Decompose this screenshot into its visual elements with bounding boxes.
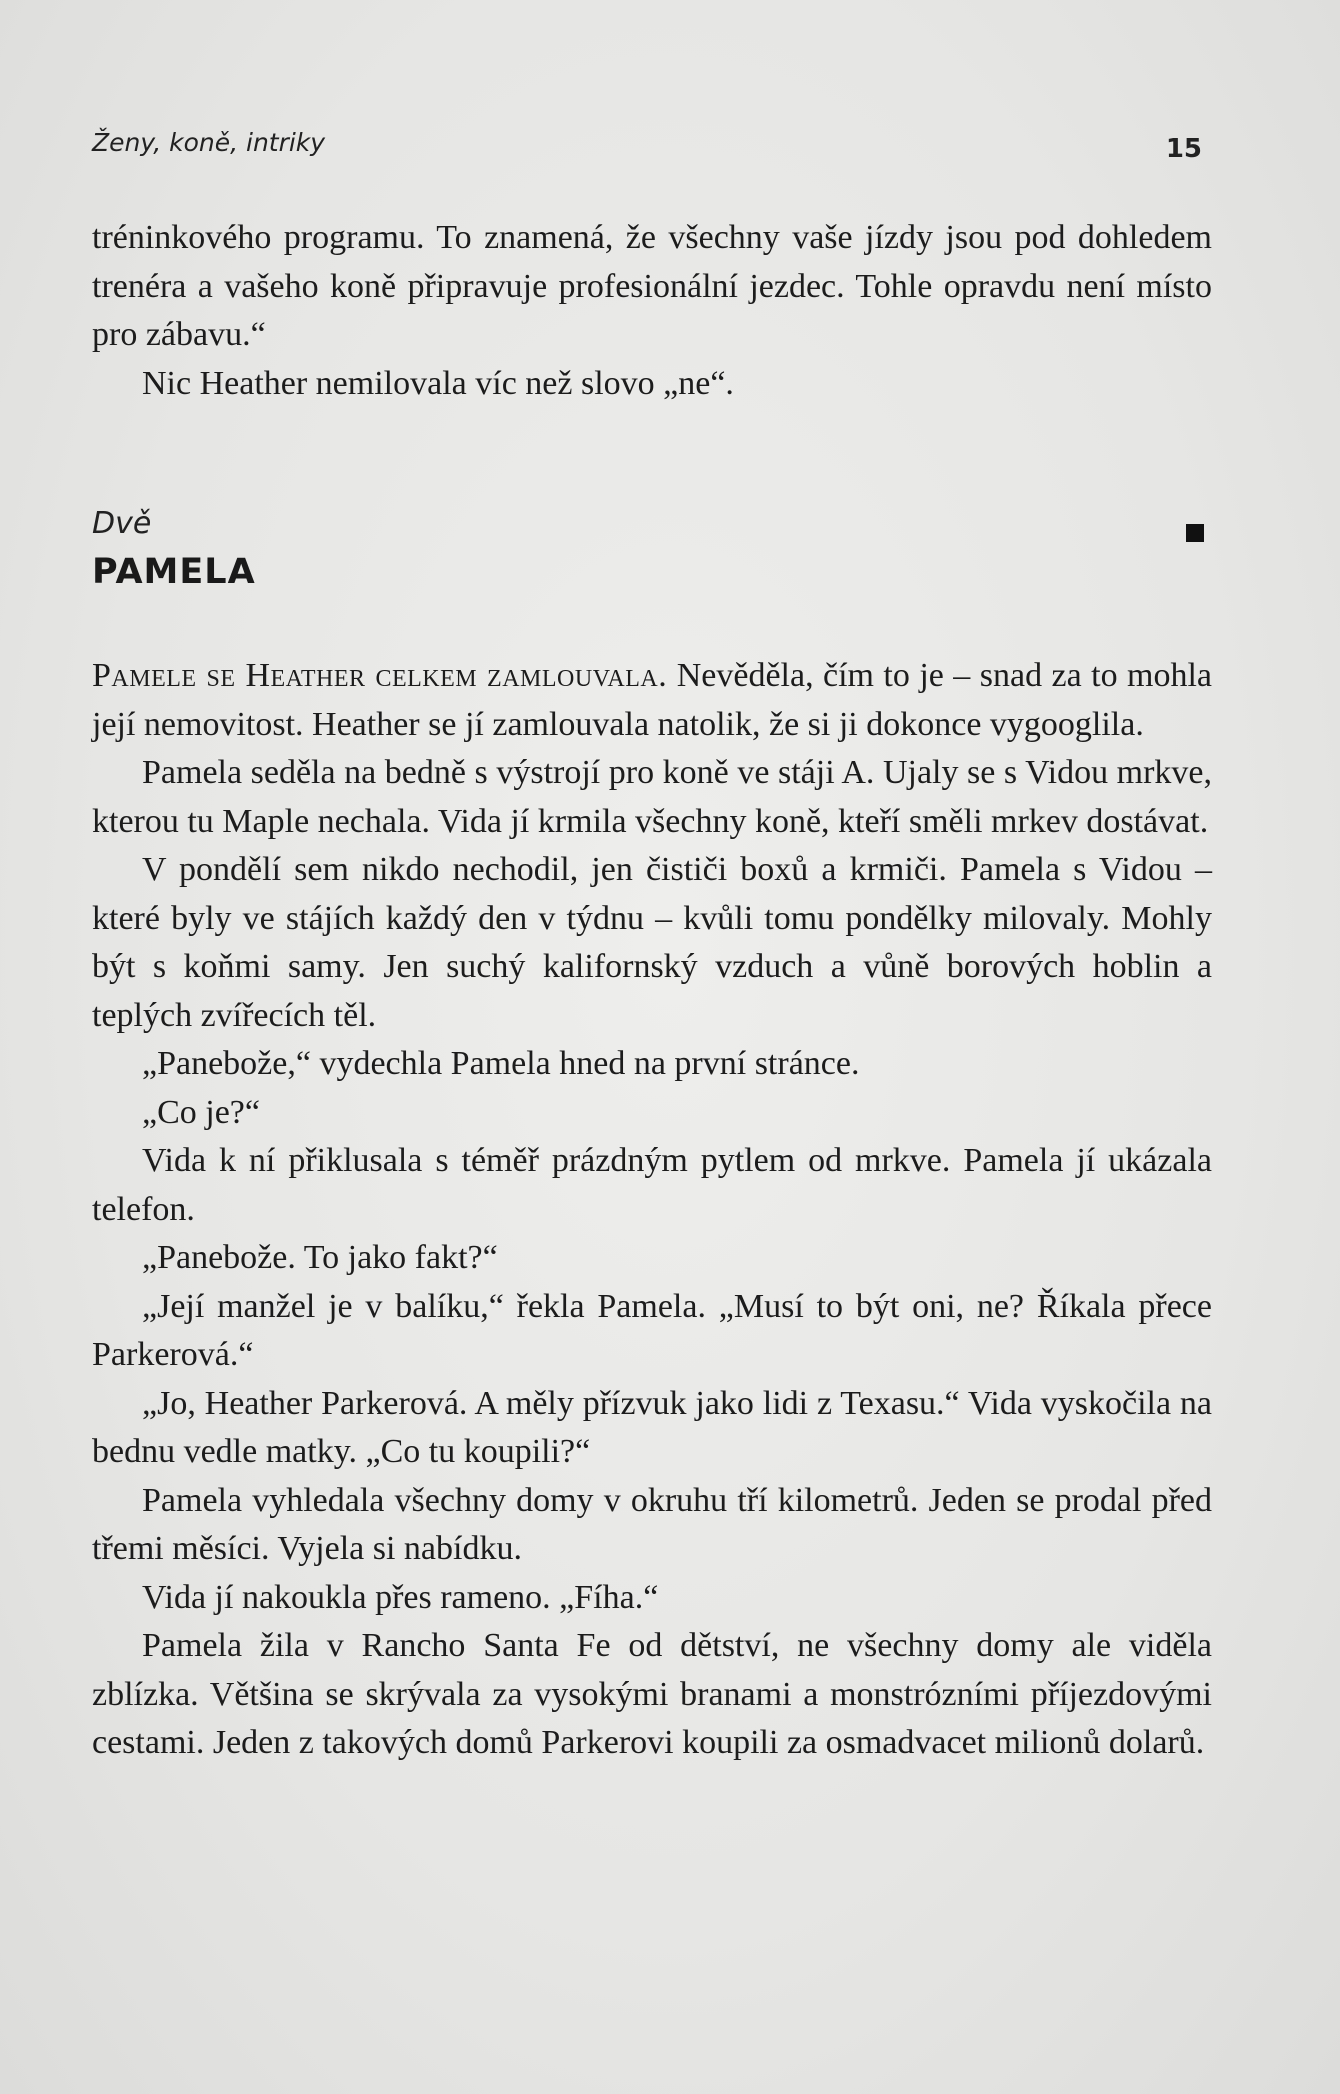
- paragraph: „Jo, Heather Parkerová. A měly přízvuk jako lidi z Texasu.“ Vida vyskočila na bednu vedle matky. „Co tu koupili?“: [92, 1384, 1212, 1470]
- chapter-number: Dvě: [92, 506, 152, 541]
- paragraph: „Panebože. To jako fakt?“: [142, 1239, 498, 1276]
- chapter-body: [92, 652, 1212, 1768]
- running-head: Ženy, koně, intriky: [92, 128, 326, 157]
- paragraph: „Její manžel je v balíku,“ řekla Pamela. „Musí to být oni, ne? Říkala přece Parkerová.“: [92, 1287, 1212, 1373]
- paragraph: V pondělí sem nikdo nechodil, jen čističi boxů a krmiči. Pamela s Vidou – které byly ve stájích každý den v týdnu – kvůli tomu pondělky milovaly. Mohly být s koňmi samy. Jen suchý kalifornský vzduch a vůně borových hoblin a teplých zvířecích těl.: [92, 851, 1212, 1034]
- paragraph: tréninkového programu. To znamená, že všechny vaše jízdy jsou pod dohledem trenéra a vašeho koně připravuje profesionální jezdec. Tohle opravdu není místo pro zábavu.“: [92, 219, 1212, 353]
- paragraph: Pamela vyhledala všechny domy v okruhu tří kilometrů. Jeden se prodal před třemi měsíci. Vyjela si nabídku.: [92, 1481, 1212, 1567]
- paragraph: Vida k ní přiklusala s téměř prázdným pytlem od mrkve. Pamela jí ukázala telefon.: [92, 1142, 1212, 1228]
- paragraph: Vida jí nakoukla přes rameno. „Fíha.“: [142, 1578, 659, 1616]
- opening-smallcaps: Pamele se Heather celkem zamlouvala.: [92, 657, 668, 694]
- paragraph: „Panebože,“ vydechla Pamela hned na první stránce.: [142, 1045, 860, 1082]
- chapter-title: PAMELA: [92, 552, 256, 592]
- paragraph: Pamela seděla na bedně s výstrojí pro koně ve stáji A. Ujaly se s Vidou mrkve, kterou tu Maple nechala. Vida jí krmila všechny koně, kteří směli mrkev dostávat.: [92, 754, 1212, 840]
- paragraph: „Co je?“: [142, 1093, 260, 1131]
- chapter-marker-square: [1186, 524, 1204, 542]
- page-number: 15: [1165, 134, 1202, 164]
- previous-chapter-ending: [92, 214, 1212, 408]
- paragraph: Nic Heather nemilovala víc než slovo „ne“.: [142, 364, 734, 402]
- paragraph: Pamela žila v Rancho Santa Fe od dětství, ne všechny domy ale viděla zblízka. Většina se skrývala za vysokými branami a monstrózními příjezdovými cestami. Jeden z takových domů Parkerovi koupili za osmadvacet milionů dolarů.: [92, 1627, 1212, 1761]
- opening-paragraph: [92, 652, 1212, 749]
- opening-text: Nevěděla, čím to je – snad za to mohla její nemovitost. Heather se jí zamlouvala natolik, že si ji dokonce vygooglila.: [92, 657, 1212, 743]
